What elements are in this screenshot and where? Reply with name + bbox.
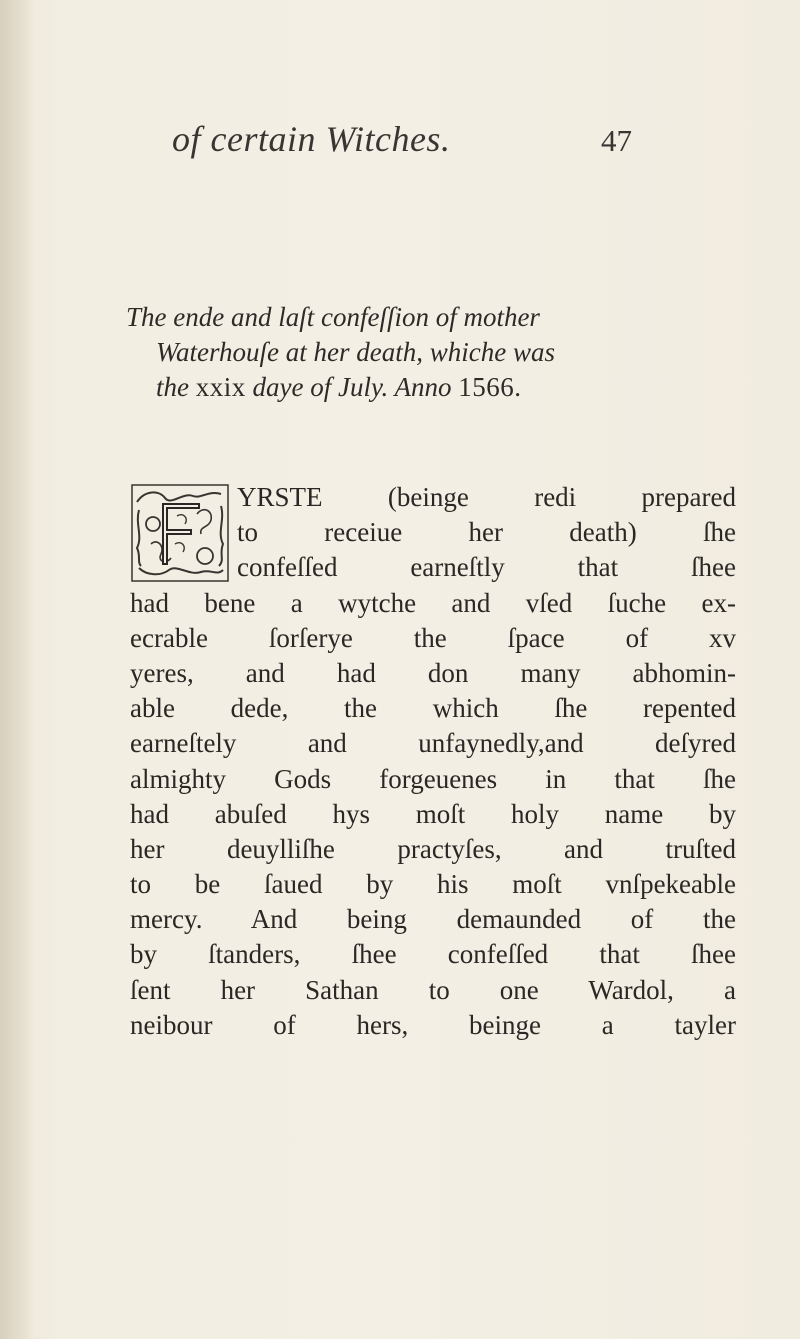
page-number: 47 xyxy=(601,123,632,158)
body-line-2: to receiue her death) ſhe xyxy=(237,517,736,548)
heading-line-3-c: daye of July. Anno xyxy=(245,372,459,402)
page-gutter-shadow xyxy=(0,0,34,1339)
heading-line-3 xyxy=(126,370,766,405)
heading-year: 1566. xyxy=(458,372,522,402)
body-line-3: confeſſed earneſtly that ſhee xyxy=(237,552,736,583)
heading-line-2: Waterhouſe at her death, whiche was xyxy=(156,337,555,367)
running-title: of certain Witches. xyxy=(172,119,451,159)
body-line-5: ecrable ſorſerye the ſpace of xv xyxy=(130,622,736,653)
body-line-7: able dede, the which ſhe repented xyxy=(130,693,736,724)
body-line-15: ſent her Sathan to one Wardol, a xyxy=(130,974,736,1005)
body-line-4: had bene a wytche and vſed ſuche ex- xyxy=(130,587,736,618)
body-line-14: by ſtanders, ſhee confeſſed that ſhee xyxy=(130,939,736,970)
body-line-12: to be ſaued by his moſt vnſpekeable xyxy=(130,869,736,900)
heading-line-1: The ende and laſt confeſſion of mother xyxy=(126,302,540,332)
body-line-10: had abuſed hys moſt holy name by xyxy=(130,798,736,829)
body-line-11: her deuylliſhe practyſes, and truſted xyxy=(130,833,736,864)
running-head xyxy=(172,118,632,160)
body-line-13: mercy. And being demaunded of the xyxy=(130,904,736,935)
body-line-8: earneſtely and unfaynedly,and deſyred xyxy=(130,728,736,759)
heading-date-roman: xxix xyxy=(195,372,246,402)
section-heading xyxy=(126,300,766,405)
body-line-9: almighty Gods forgeuenes in that ſhe xyxy=(130,763,736,794)
body-line-16: neibour of hers, beinge a tayler xyxy=(130,1009,736,1040)
heading-line-3-a: the xyxy=(156,372,196,402)
body-text xyxy=(130,480,736,1043)
body-line-1: YRSTE (beinge redi prepared xyxy=(237,482,736,512)
body-line-6: yeres, and had don many abhomin- xyxy=(130,657,736,688)
